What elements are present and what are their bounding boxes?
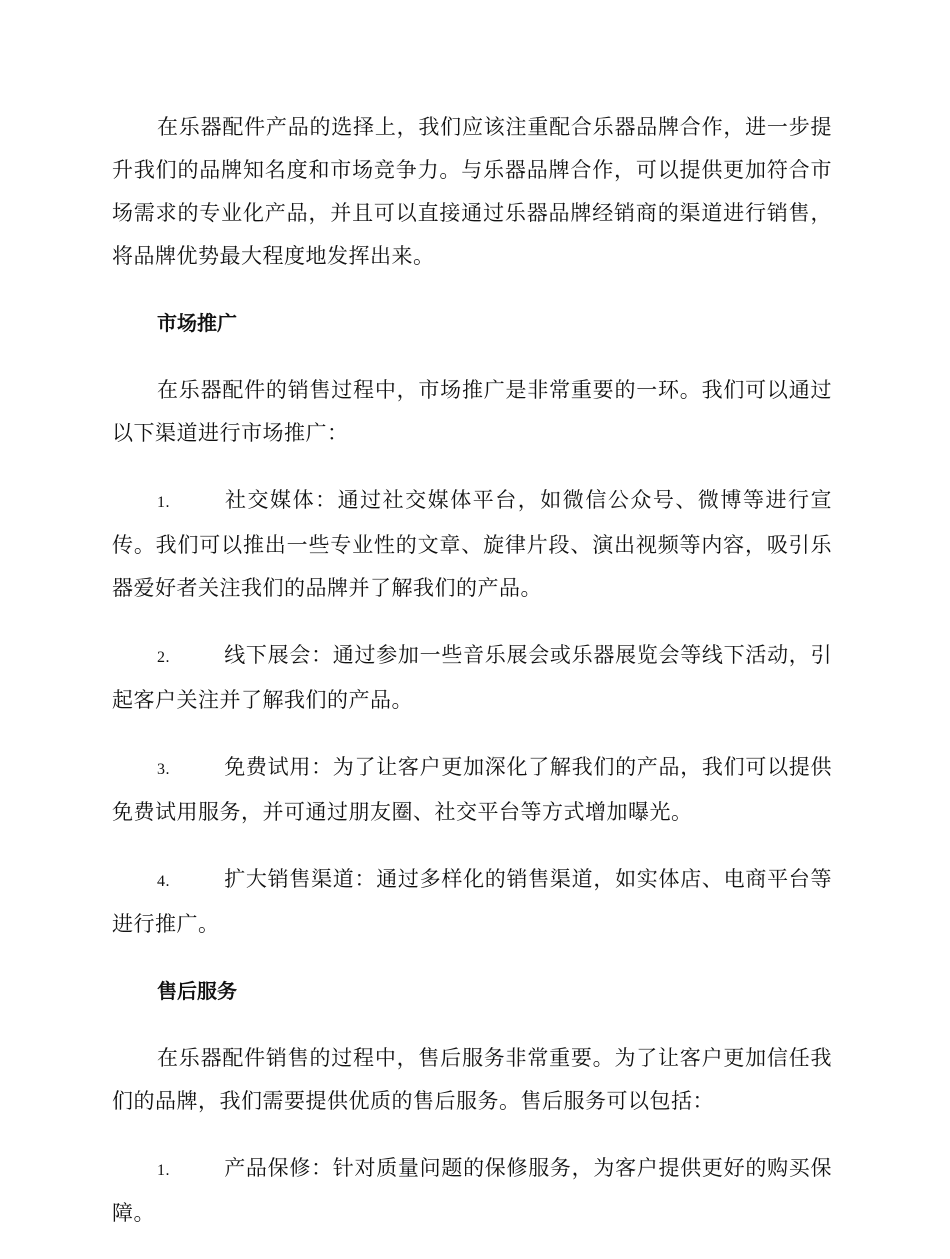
list-text: 扩大销售渠道：通过多样化的销售渠道，如实体店、电商平台等进行推广。 <box>112 867 832 936</box>
document-page <box>112 106 832 1259</box>
section-heading-aftersales: 售后服务 <box>157 979 237 1003</box>
marketing-list <box>112 479 832 946</box>
list-item <box>112 858 832 946</box>
aftersales-intro-paragraph: 在乐器配件销售的过程中，售后服务非常重要。为了让客户更加信任我们的品牌，我们需要提供优质的售后服务。售后服务可以包括： <box>112 1046 832 1113</box>
list-text: 免费试用：为了让客户更加深化了解我们的产品，我们可以提供免费试用服务，并可通过朋友圈、社交平台等方式增加曝光。 <box>112 755 832 824</box>
list-number: 1. <box>157 1162 170 1179</box>
list-number: 3. <box>157 761 170 778</box>
section-heading-marketing: 市场推广 <box>157 311 237 335</box>
list-item <box>112 634 832 722</box>
list-number: 1. <box>157 494 170 511</box>
list-number: 2. <box>157 649 170 666</box>
list-number: 4. <box>157 873 170 890</box>
marketing-intro-paragraph: 在乐器配件的销售过程中，市场推广是非常重要的一环。我们可以通过以下渠道进行市场推广： <box>112 378 832 445</box>
list-text: 线下展会：通过参加一些音乐展会或乐器展览会等线下活动，引起客户关注并了解我们的产品。 <box>112 643 832 712</box>
list-item <box>112 479 832 610</box>
intro-paragraph: 在乐器配件产品的选择上，我们应该注重配合乐器品牌合作，进一步提升我们的品牌知名度和市场竞争力。与乐器品牌合作，可以提供更加符合市场需求的专业化产品，并且可以直接通过乐器品牌经销商的渠道进行销售，将品牌优势最大程度地发挥出来。 <box>112 115 832 268</box>
list-text: 产品保修：针对质量问题的保修服务，为客户提供更好的购买保障。 <box>112 1156 832 1225</box>
list-item <box>112 746 832 834</box>
aftersales-list <box>112 1147 832 1235</box>
list-item <box>112 1147 832 1235</box>
list-text: 社交媒体：通过社交媒体平台，如微信公众号、微博等进行宣传。我们可以推出一些专业性的文章、旋律片段、演出视频等内容，吸引乐器爱好者关注我们的品牌并了解我们的产品。 <box>112 488 832 600</box>
